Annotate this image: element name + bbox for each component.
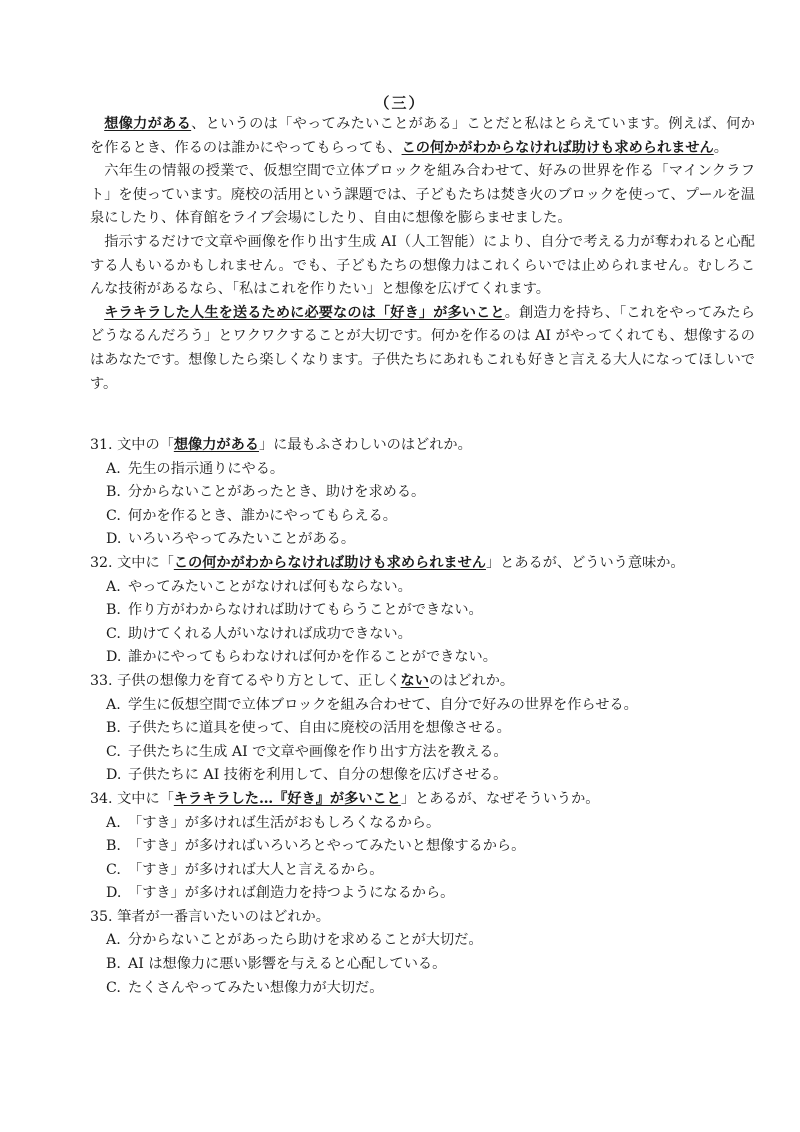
option-label: C. — [106, 979, 121, 996]
option-label: D. — [106, 885, 122, 902]
question-stem — [90, 434, 755, 458]
answer-option — [106, 764, 755, 788]
option-list — [106, 929, 755, 1000]
answer-option — [106, 717, 755, 741]
option-text: やってみたいことがなければ何もならない。 — [128, 578, 412, 595]
question-text: 」とあるが、なぜそういうか。 — [400, 790, 600, 807]
option-text: 作り方がわからなければ助けてもらうことができない。 — [128, 602, 483, 619]
underlined-phrase: 想像力がある — [104, 116, 192, 132]
option-text: 「すき」が多ければ生活がおもしろくなるから。 — [128, 814, 441, 831]
underlined-phrase: この何かがわからなければ助けも求められません — [401, 139, 714, 156]
quoted-phrase: ない — [400, 672, 429, 689]
option-label: B. — [106, 484, 121, 501]
option-text: 分からないことがあったとき、助けを求める。 — [128, 484, 426, 501]
answer-option — [106, 694, 755, 718]
answer-option — [106, 835, 755, 859]
option-label: C. — [106, 861, 121, 878]
option-list — [106, 576, 755, 670]
question-stem — [90, 788, 755, 812]
passage-paragraph — [90, 160, 755, 231]
question-text: 」に最もふさわしいのはどれか。 — [258, 437, 472, 453]
question-stem — [90, 552, 755, 576]
answer-option — [106, 576, 755, 600]
question-text: 」とあるが、どういう意味か。 — [485, 554, 685, 571]
answer-option — [106, 481, 755, 505]
question-stem — [90, 906, 755, 930]
question-stem — [90, 670, 755, 694]
option-text: AI は想像力に悪い影響を与えると心配している。 — [128, 956, 447, 973]
passage-paragraph — [90, 302, 755, 396]
option-label: B. — [106, 602, 121, 619]
question-text: のはどれか。 — [428, 672, 515, 689]
question-list — [90, 434, 755, 1000]
reading-passage — [90, 113, 755, 396]
answer-option — [106, 528, 755, 552]
answer-option — [106, 505, 755, 529]
answer-option — [106, 929, 755, 953]
answer-option — [106, 458, 755, 482]
section-title: （三） — [374, 94, 426, 112]
question-text: 34. 文中に「 — [90, 790, 174, 807]
option-text: 何かを作るとき、誰かにやってもらえる。 — [128, 507, 397, 524]
answer-option — [106, 953, 755, 977]
answer-option — [106, 741, 755, 765]
option-label: C. — [106, 625, 121, 642]
option-label: A. — [106, 460, 121, 477]
option-label: A. — [106, 696, 121, 713]
passage-text: 六年生の情報の授業で、仮想空間で立体ブロックを組み合わせて、好みの世界を作る「マインクラフト」を使っています。廃校の活用という課題では、子どもたちは焚き火のブロックを使って、プールを温泉にしたり、体育館をライブ会場にしたり、自由に想像を膨らませました。 — [90, 163, 755, 227]
option-list — [106, 812, 755, 906]
option-text: 誰かにやってもらわなければ何かを作ることができない。 — [128, 649, 497, 666]
option-text: 助けてくれる人がいなければ成功できない。 — [128, 625, 412, 642]
answer-option — [106, 859, 755, 883]
option-label: B. — [106, 956, 121, 973]
option-text: たくさんやってみたい想像力が大切だ。 — [128, 979, 384, 996]
answer-option — [106, 623, 755, 647]
quoted-phrase: 想像力がある — [173, 437, 259, 453]
answer-option — [106, 812, 755, 836]
option-label: D. — [106, 649, 122, 666]
passage-text: 指示するだけで文章や画像を作り出す生成 AI（人工智能）により、自分で考える力が奪われると心配する人もいるかもしれません。でも、子どもたちの想像力はこれくらいでは止められません。むしろこんな技術があるなら、「私はこれを作りたい」と想像を広げてくれます。 — [90, 233, 755, 298]
passage-text: 、というのは「やってみたいことがある」ことだと私はとらえています。例えば、何かを作るとき、作るのは誰かにやってもらっても、 — [90, 116, 755, 156]
question-text: 35. 筆者が一番言いたいのはどれか。 — [90, 908, 330, 925]
option-label: C. — [106, 743, 121, 760]
option-text: 「すき」が多ければ創造力を持つようになるから。 — [128, 885, 455, 902]
option-text: 子供たちに AI 技術を利用して、自分の想像を広げさせる。 — [128, 767, 508, 784]
option-text: 「すき」が多ければいろいろとやってみたいと想像するから。 — [128, 838, 526, 855]
question-text: 32. 文中に「 — [90, 554, 174, 571]
option-label: B. — [106, 838, 121, 855]
option-text: 先生の指示通りにやる。 — [128, 460, 285, 477]
quoted-phrase: この何かがわからなければ助けも求められません — [173, 554, 486, 571]
option-list — [106, 694, 755, 788]
option-label: B. — [106, 720, 121, 737]
option-label: C. — [106, 507, 121, 524]
option-text: 子供たちに道具を使って、自由に廃校の活用を想像させる。 — [128, 720, 511, 737]
answer-option — [106, 646, 755, 670]
passage-text: 。 — [713, 139, 728, 156]
option-text: 子供たちに生成 AI で文章や画像を作り出す方法を教える。 — [128, 743, 508, 760]
option-label: A. — [106, 932, 121, 949]
answer-option — [106, 599, 755, 623]
option-text: いろいろやってみたいことがある。 — [128, 531, 356, 548]
option-list — [106, 458, 755, 552]
option-text: 分からないことがあったら助けを求めることが大切だ。 — [128, 932, 483, 949]
answer-option — [106, 977, 755, 1001]
answer-option — [106, 882, 755, 906]
option-label: D. — [106, 767, 122, 784]
option-label: A. — [106, 578, 121, 595]
quoted-phrase: キラキラした…『好き』が多いこと — [173, 790, 401, 807]
question-text: 31. 文中の「 — [90, 437, 174, 453]
underlined-phrase: キラキラした人生を送るために必要なのは「好き」が多いこと — [104, 304, 505, 321]
option-text: 「すき」が多ければ大人と言えるから。 — [128, 861, 384, 878]
question-text: 33. 子供の想像力を育てるやり方として、正しく — [90, 672, 401, 689]
passage-paragraph — [90, 113, 755, 160]
passage-text: 。創造力を持ち、「これをやってみたらどうなるんだろう」とワクワクすることが大切です。何かを作るのは AI がやってくれても、想像するのはあなたです。想像したら楽しくなります。子供たちにあれもこれも好きと言える大人になってほしいです。 — [90, 304, 755, 392]
option-label: A. — [106, 814, 121, 831]
option-label: D. — [106, 531, 122, 548]
option-text: 学生に仮想空間で立体ブロックを組み合わせて、自分で好みの世界を作らせる。 — [128, 696, 638, 713]
passage-paragraph — [90, 231, 755, 302]
